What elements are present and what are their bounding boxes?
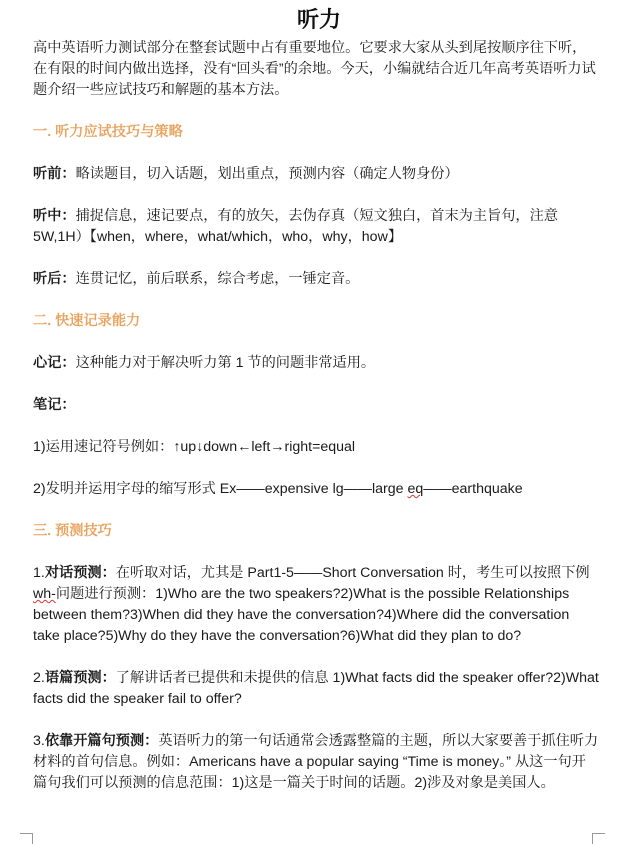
prediction-2: [33, 668, 599, 710]
num: 3.: [33, 733, 45, 749]
document-body: [33, 38, 599, 815]
during-listening: [33, 206, 599, 248]
section-heading-2: 二. 快速记录能力: [33, 313, 141, 329]
text: 英语听力的第一句话通常会透露整篇的主题，所以大家要善于抓住听力材料的首句信息。例如：Americans have a popular saying “Time is money。” 从这一句开篇句我们可以预测的信息范围：1)这是一篇关于时间的话题。2)涉及对象是美国人。: [33, 733, 599, 791]
page-corner-mark-right: [592, 833, 605, 844]
spellcheck-word: eq: [407, 481, 424, 497]
notes-item-2: [33, 479, 599, 500]
notes-label: [33, 395, 599, 416]
before-listening: [33, 164, 599, 185]
prediction-3: [33, 731, 599, 794]
text: ——earthquake: [423, 481, 523, 497]
after-listening: [33, 269, 599, 290]
mind-memory: [33, 353, 599, 374]
intro-paragraph: 高中英语听力测试部分在整套试题中占有重要地位。它要求大家从头到尾按顺序往下听，在有限的时间内做出选择，没有“回头看”的余地。今天，小编就结合近几年高考英语听力试题介绍一些应试技巧和解题的基本方法。: [33, 40, 596, 98]
text: 捕捉信息，速记要点，有的放矢，去伪存真（短文独白，首末为主旨句，注意5W,1H）【when，where，what/which，who，why，how】: [33, 208, 558, 245]
text: 2)发明并运用字母的缩写形式 Ex——expensive lg——large: [33, 481, 408, 497]
num: 2.: [33, 670, 45, 686]
label: 听前：: [33, 166, 76, 182]
section-heading-3: 三. 预测技巧: [33, 523, 112, 539]
label: 听中：: [33, 208, 76, 224]
label: 心记：: [33, 355, 76, 371]
page-corner-mark-left: [20, 833, 33, 844]
label: 依靠开篇句预测：: [44, 733, 159, 749]
text: 这种能力对于解决听力第 1 节的问题非常适用。: [75, 355, 376, 371]
spellcheck-word: wh-: [33, 586, 56, 602]
notes-item-1: 1)运用速记符号例如：↑up↓down←left→right=equal: [33, 439, 356, 455]
num: 1.: [33, 565, 45, 581]
text: 了解讲话者已提供和未提供的信息 1)What facts did the speaker offer?2)What facts did the speaker fail to offer?: [33, 670, 599, 707]
text: 问题进行预测：1)Who are the two speakers?2)What is the possible Relationships between them?3)When did they have the conversation?4)Where did the conversation take place?5)Why do they have the conversation?6)What did they plan to do?: [33, 586, 570, 644]
text: 略读题目，切入话题，划出重点，预测内容（确定人物身份）: [75, 166, 459, 182]
document-title: 听力: [296, 7, 341, 33]
label: 笔记：: [33, 397, 76, 413]
text: 在听取对话，尤其是 Part1-5——Short Conversation 时，考生可以按照下例: [115, 565, 590, 581]
prediction-1: [33, 563, 599, 647]
label: 语篇预测：: [44, 670, 116, 686]
label: 听后：: [33, 271, 76, 287]
text: 连贯记忆，前后联系，综合考虑，一锤定音。: [75, 271, 360, 287]
section-heading-1: 一. 听力应试技巧与策略: [33, 124, 183, 140]
label: 对话预测：: [44, 565, 116, 581]
